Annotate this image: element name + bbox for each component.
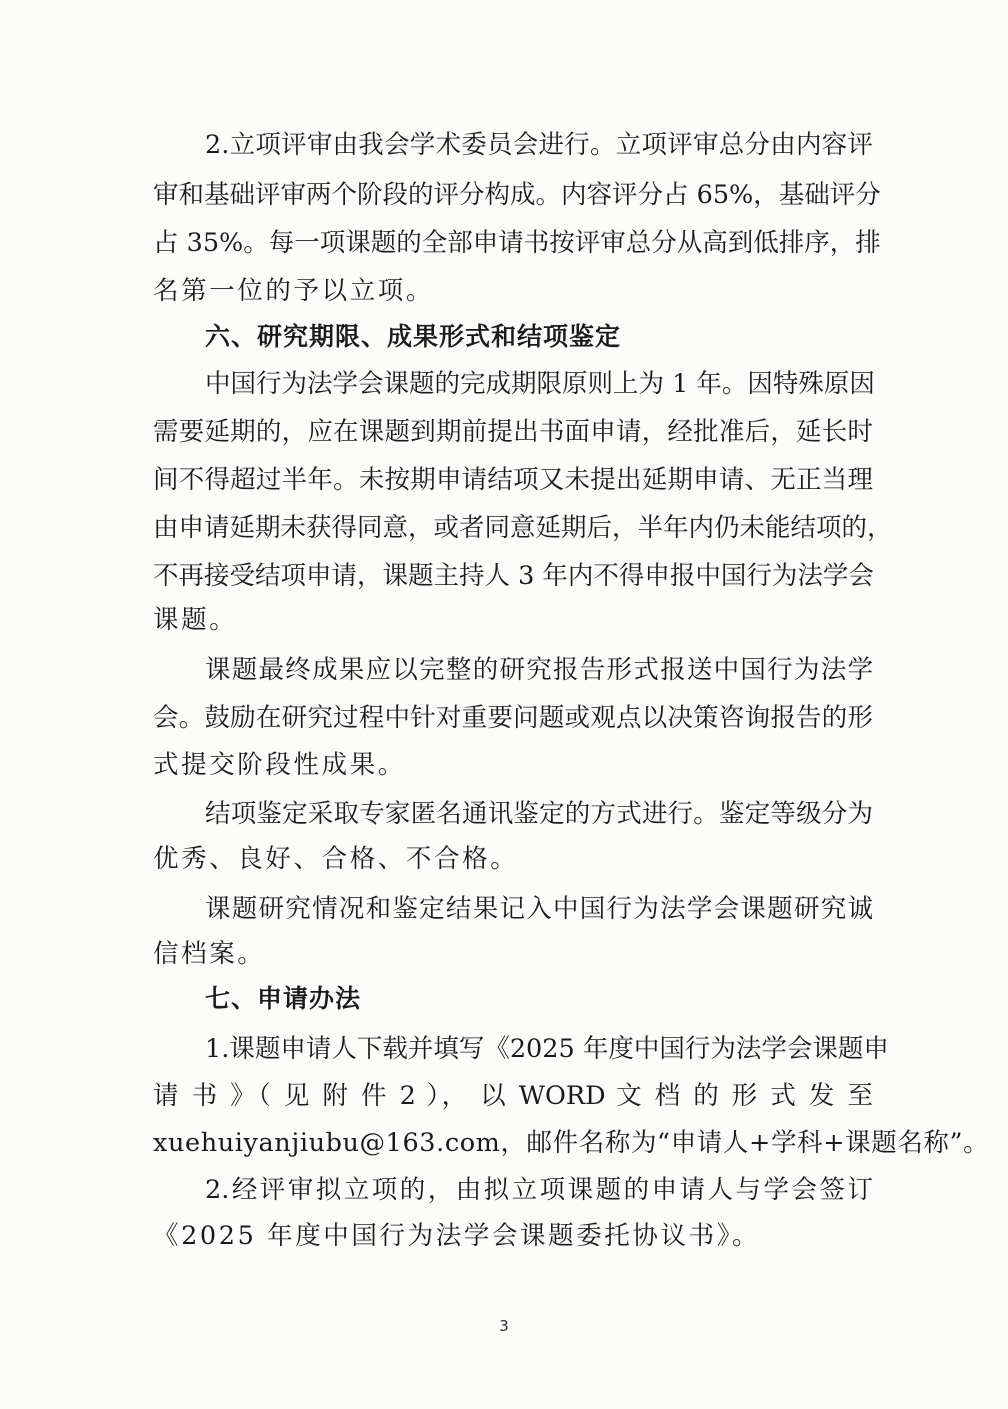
section5-para2-line2: 审和基础评审两个阶段的评分构成。内容评分占 65%，基础评分 bbox=[153, 180, 881, 210]
section6-heading: 六、研究期限、成果形式和结项鉴定 bbox=[205, 322, 622, 351]
section6-para2-line1: 课题最终成果应以完整的研究报告形式报送中国行为法学 bbox=[205, 655, 873, 685]
section5-para2-line3: 占 35%。每一项课题的全部申请书按评审总分从高到低排序，排 bbox=[153, 228, 881, 258]
section6-para1-line4: 由申请延期未获得同意，或者同意延期后，半年内仍未能结项的， bbox=[153, 513, 893, 543]
section6-para1-line6: 课题。 bbox=[153, 605, 238, 635]
section6-para1-line1: 中国行为法学会课题的完成期限原则上为 1 年。因特殊原因 bbox=[205, 369, 875, 399]
section5-para2-line1: 2.立项评审由我会学术委员会进行。立项评审总分由内容评 bbox=[205, 130, 873, 160]
section6-para2-line3: 式提交阶段性成果。 bbox=[153, 750, 406, 780]
section7-para2-line1: 2.经评审拟立项的，由拟立项课题的申请人与学会签订 bbox=[205, 1175, 873, 1205]
section6-para1-line2: 需要延期的，应在课题到期前提出书面申请，经批准后，延长时 bbox=[153, 417, 873, 447]
section7-para1-line1: 1.课题申请人下载并填写《2025 年度中国行为法学会课题申 bbox=[205, 1034, 889, 1064]
section6-para1-line3: 间不得超过半年。未按期申请结项又未提出延期申请、无正当理 bbox=[153, 465, 873, 495]
page-number: 3 bbox=[499, 1317, 509, 1335]
section7-para1-line3: xuehuiyanjiubu@163.com，邮件名称为“申请人+学科+课题名称”。 bbox=[153, 1128, 990, 1158]
section5-para2-line4: 名第一位的予以立项。 bbox=[153, 276, 435, 306]
section7-para1-line2: 请 书 》（ 见 附 件 2 ）， 以 WORD 文 档 的 形 式 发 至 bbox=[153, 1081, 873, 1111]
section6-para4-line1: 课题研究情况和鉴定结果记入中国行为法学会课题研究诚 bbox=[205, 894, 873, 924]
section6-para2-line2: 会。鼓励在研究过程中针对重要问题或观点以决策咨询报告的形 bbox=[153, 703, 873, 733]
section7-heading: 七、申请办法 bbox=[205, 984, 362, 1013]
section7-para2-line2: 《2025 年度中国行为法学会课题委托协议书》。 bbox=[153, 1221, 761, 1251]
section6-para3-line2: 优秀、良好、合格、不合格。 bbox=[153, 844, 519, 874]
section6-para1-line5: 不再接受结项申请，课题主持人 3 年内不得申报中国行为法学会 bbox=[153, 561, 874, 591]
section6-para4-line2: 信档案。 bbox=[153, 939, 266, 969]
section6-para3-line1: 结项鉴定采取专家匿名通讯鉴定的方式进行。鉴定等级分为 bbox=[205, 799, 873, 829]
